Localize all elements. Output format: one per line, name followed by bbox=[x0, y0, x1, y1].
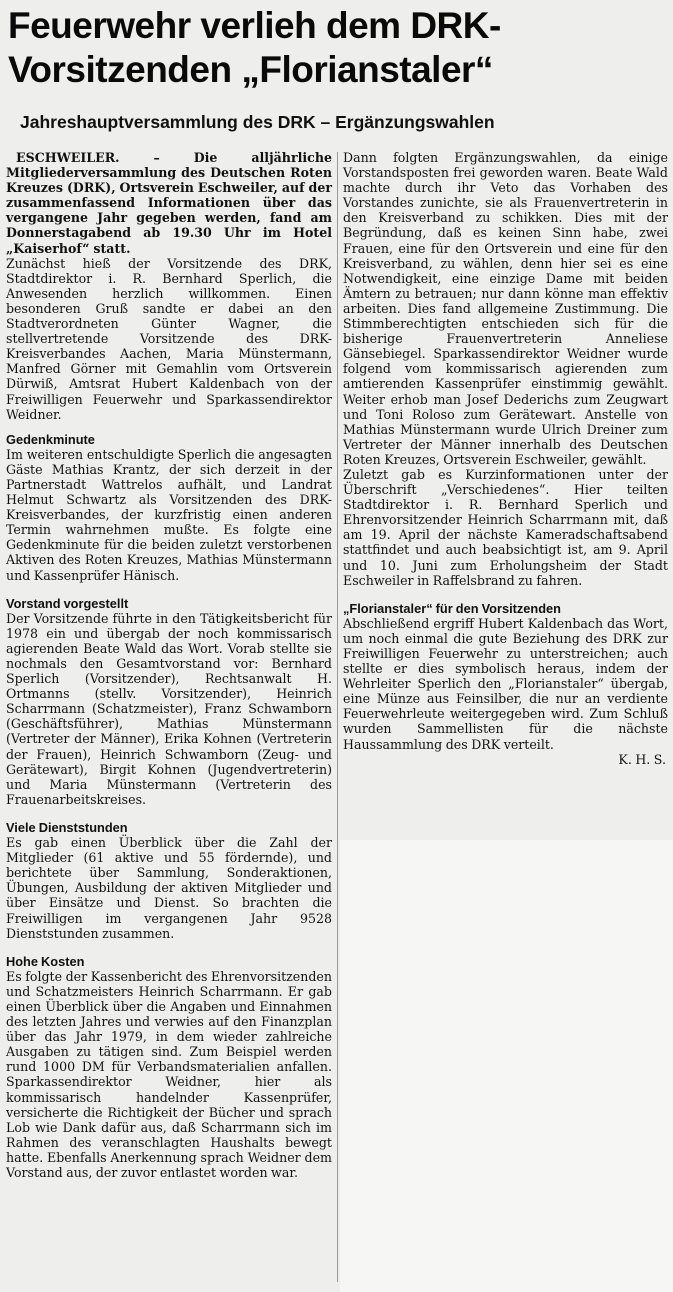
paragraph-vorstand: Der Vorsitzende führte in den Tätigkeitsbericht für 1978 ein und übergab der noch kommissarisch agierenden Beate Wald das Wort. Vorab stellte sie nochmals den Gesamtvorstand vor: Bernhard Sperlich (Vorsitzender), Rechtsanwalt H. Ortmanns (stellv. Vorsitzender), Heinrich Scharrmann (Schatzmeister), Franz Schwamborn (Geschäftsführer), Mathias Münstermann (Vertreter der Männer), Erika Kohnen (Vertreterin der Frauen), Heinrich Schwamborn (Zeug- und Gerätewart), Birgit Kohnen (Jugendvertreterin) und Maria Münstermann (Vertreterin des Frauenarbeitskreises. bbox=[6, 610, 332, 807]
paragraph-welcome: Zunächst hieß der Vorsitzende des DRK, Stadtdirektor i. R. Bernhard Sperlich, die Anwesenden herzlich willkommen. Einen besonderen Gruß sandte er dabei an den Stadtverordneten Günter Wagner, die stellvertretende Vorsitzende des DRK-Kreisverbandes Aachen, Maria Münstermann, Manfred Görner mit Gemahlin vom Ortsverein Dürwiß, Amtsrat Hubert Kaldenbach von der Freiwilligen Feuerwehr und Sparkassendirektor Weidner. bbox=[6, 255, 332, 422]
section-heading-vorstand: Vorstand vorgestellt bbox=[6, 595, 129, 611]
author-signature: K. H. S. bbox=[618, 751, 666, 767]
headline-line-2: Vorsitzenden „Florianstaler“ bbox=[8, 49, 493, 90]
headline bbox=[8, 4, 648, 92]
article-column-left bbox=[6, 150, 332, 1180]
blank-area bbox=[340, 840, 673, 1292]
dateline: ESCHWEILER. – bbox=[16, 150, 160, 165]
lead-text: Die alljährliche Mitgliederversammlung des Deutschen Roten Kreuzes (DRK), Ortsverein Eschweiler, auf der zusammenfassend Informationen über das vergangene Jahr gegeben werden, fand am Donnerstagabend ab 19.30 Uhr im Hotel „Kaiserhof“ statt. bbox=[6, 150, 332, 256]
section-heading-gedenkminute: Gedenkminute bbox=[6, 431, 95, 447]
section-heading-kosten: Hohe Kosten bbox=[6, 953, 85, 969]
paragraph-dienststunden: Es gab einen Überblick über die Zahl der Mitglieder (61 aktive und 55 fördernde), und berichtete über Sammlung, Sonderaktionen, Übungen, Ausbildung der aktiven Mitglieder und über Einsätze und Dienst. So brachten die Freiwilligen im vergangenen Jahr 9528 Dienststunden zusammen. bbox=[6, 835, 332, 941]
paragraph-kosten: Es folgte der Kassenbericht des Ehrenvorsitzenden und Schatzmeisters Heinrich Scharrmann. Er gab einen Überblick über die Angaben und Einnahmen des letzten Jahres und verwies auf den Finanzplan über das Jahr 1979, in dem wieder zahlreiche Ausgaben zu tätigen sind. Zum Beispiel werden rund 1000 DM für Verbandsmaterialien anfallen. Sparkassendirektor Weidner, hier als kommissarisch handelnder Kassenprüfer, versicherte die Richtigkeit der Bücher und sprach Lob wie Dank dafür aus, daß Scharrmann sich im Rahmen des veranschlagten Haushalts bewegt hatte. Ebenfalls Anerkennung sprach Weidner dem Vorstand aus, der zuvor entlastet worden war. bbox=[6, 968, 332, 1180]
paragraph-verschiedenes: Zuletzt gab es Kurzinformationen unter der Überschrift „Verschiedenes“. Hier teilten Stadtdirektor i. R. Bernhard Sperlich und Ehrenvorsitzender Heinrich Scharrmann mit, daß am 19. April der nächste Kameradschaftsabend stattfindet und auch beabsichtigt ist, am 9. April und 10. Juni zum Erholungsheim der Stadt Eschweiler in Raffelsbrand zu fahren. bbox=[343, 466, 668, 588]
paragraph-ergaenzungswahlen: Dann folgten Ergänzungswahlen, da einige Vorstandsposten frei geworden waren. Beate Wald machte durch ihr Veto das Vorhaben des Vorstandes zunichte, sie als Frauenvertreterin in den Kreisverband zu schikken. Dies mit der Begründung, daß es keinen Sinn habe, zwei Frauen, eine für den Ortsverein und eine für den Kreisverband, zu wählen, denn hier sei es eine Notwendigkeit, eine einzige Dame mit beiden Ämtern zu betrauen; nur dann könne man effektiv arbeiten. Dies fand allgemeine Zustimmung. Die Stimmberechtigten entschieden sich für die bisherige Frauenvertreterin Anneliese Gänsebiegel. Sparkassendirektor Weidner wurde folgend vom kommissarisch agierenden zum amtierenden Kassenprüfer einstimmig gewählt. Weiter erhob man Josef Dederichs zum Zeugwart und Toni Roloso zum Gerätewart. Anstelle von Mathias Münstermann wurde Ulrich Dreiner zum Vertreter der Männer innerhalb des Deutschen Roten Kreuzes, Ortsverein Eschweiler, gewählt. bbox=[343, 150, 668, 467]
subheadline: Jahreshauptversammlung des DRK – Ergänzungswahlen bbox=[20, 112, 495, 132]
section-heading-florianstaler: „Florianstaler“ für den Vorsitzenden bbox=[343, 600, 561, 616]
headline-line-1: Feuerwehr verlieh dem DRK- bbox=[8, 5, 501, 46]
column-divider bbox=[337, 152, 338, 1282]
lead-paragraph bbox=[6, 150, 332, 256]
paragraph-florianstaler: Abschließend ergriff Hubert Kaldenbach das Wort, um noch einmal die gute Beziehung des DRK zur Freiwilligen Feuerwehr zu unterstreichen; auch stellte er dies symbolisch heraus, indem der Wehrleiter Sperlich den „Florianstaler“ übergab, eine Münze aus Feinsilber, die nur an verdiente Feuerwehrleute weitergegeben wird. Zum Schluß wurden Sammellisten für die nächste Haussammlung des DRK verteilt. bbox=[343, 615, 668, 752]
section-heading-dienststunden: Viele Dienststunden bbox=[6, 819, 128, 835]
article-column-right bbox=[343, 150, 668, 767]
paragraph-gedenkminute: Im weiteren entschuldigte Sperlich die angesagten Gäste Mathias Krantz, der sich derzeit in der Partnerstadt Wattrelos aufhält, und Landrat Helmut Schwartz als Vorsitzenden des DRK-Kreisverbandes, der kurzfristig einen anderen Termin wahrnehmen mußte. Es folgte eine Gedenkminute für die beiden zuletzt verstorbenen Aktiven des Roten Kreuzes, Mathias Münstermann und Kassenprüfer Hänisch. bbox=[6, 446, 332, 583]
